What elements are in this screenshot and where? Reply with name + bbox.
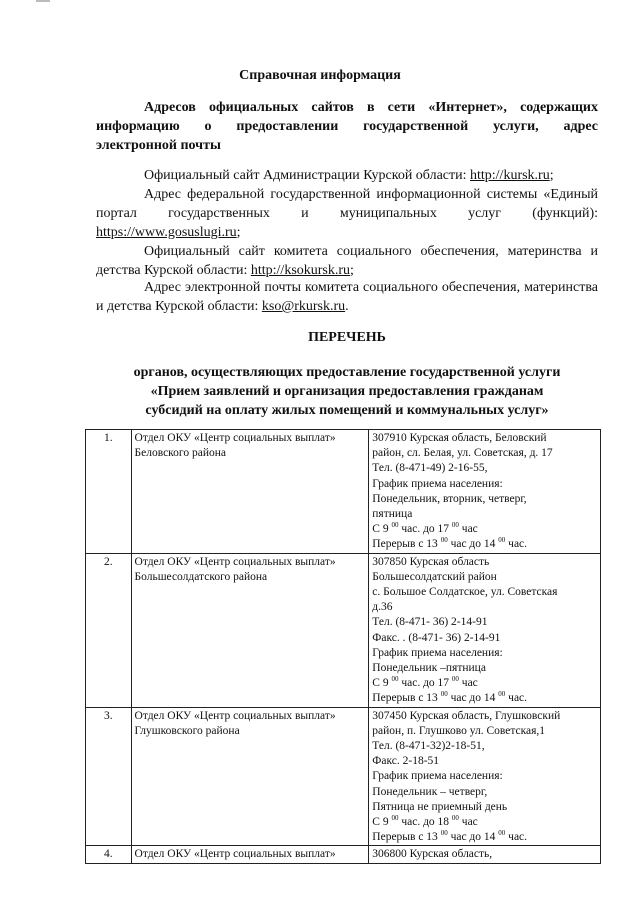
site-text-2: Адрес федеральной государственной информационной системы «Единый портал государственных и муниципальных услуг (функций): [96, 187, 598, 221]
site-text-1: Официальный сайт Администрации Курской области: [144, 168, 470, 183]
site-paragraph-4 [96, 278, 598, 316]
subtitle-line-3: электронной почты [96, 138, 221, 153]
address-line: Пятница не приемный день [372, 800, 508, 813]
list-sub-line-1: органов, осуществляющих предоставление государственной услуги [133, 365, 561, 380]
address-line: д.36 [372, 601, 393, 614]
office-name-line: Отдел ОКУ «Центр социальных выплат» [134, 848, 336, 861]
site-end-3: ; [350, 263, 354, 278]
address-line: 307850 Курская область [372, 555, 490, 568]
address-line: График приема населения: [372, 477, 503, 490]
break-line: Перерыв с 13 $^{00}$ час до 14 $^{00}$ час. [372, 690, 528, 705]
hours-line: С 9 $^{00}$ час. до 17 $^{00}$ час [372, 521, 478, 536]
address-line: пятница [372, 508, 413, 521]
link-gosuslugi[interactable]: https://www.gosuslugi.ru [96, 225, 237, 240]
site-end-1: ; [549, 168, 554, 183]
hours-line: С 9 $^{00}$ час. до 17 $^{00}$ час [372, 675, 478, 690]
office-name [131, 846, 369, 863]
office-name [131, 707, 369, 846]
address-line: Тел. (8-471-32)2-18-51, [372, 740, 485, 753]
office-name-line: Отдел ОКУ «Центр социальных выплат» [134, 432, 336, 444]
subtitle-block [96, 98, 598, 155]
link-email[interactable]: kso@rkursk.ru [261, 299, 346, 314]
site-text-3: Официальный сайт комитета социального обеспечения, материнства и детства Курской области: [96, 244, 598, 278]
table-row [86, 846, 601, 863]
hours-line: С 9 $^{00}$ час. до 18 $^{00}$ час [372, 814, 478, 829]
address-line: 306800 Курская область, [372, 848, 493, 861]
address-line: район, сл. Белая, ул. Советская, д. 17 [372, 447, 553, 460]
list-heading: ПЕРЕЧЕНЬ [308, 330, 386, 345]
table-row [86, 553, 601, 707]
list-sub-line-2: «Прием заявлений и организация предоставления гражданам [150, 384, 544, 399]
address-line: 307450 Курская область, Глушковский [372, 709, 561, 722]
row-number: 2. [86, 553, 132, 707]
row-number: 1. [86, 430, 132, 554]
site-end-4: . [345, 299, 349, 314]
address-line: Тел. (8-471-49) 2-16-55, [372, 462, 488, 475]
office-name-line: Глушковского района [134, 724, 240, 737]
link-ksokursk[interactable]: http://ksokursk.ru [250, 263, 351, 278]
break-line: Перерыв с 13 $^{00}$ час до 14 $^{00}$ час. [372, 829, 528, 844]
site-paragraph-1 [96, 166, 598, 185]
office-name-line: Отдел ОКУ «Центр социальных выплат» [134, 709, 336, 722]
site-paragraph-2 [96, 185, 598, 242]
site-paragraph-3 [96, 242, 598, 280]
address-line: Большесолдатский район [372, 570, 497, 583]
scan-mark [36, 0, 50, 2]
address-line: район, п. Глушково ул. Советская,1 [372, 724, 546, 737]
address-line: 307910 Курская область, Беловский [372, 432, 547, 444]
address-line: Понедельник, вторник, четверг, [372, 492, 527, 505]
list-sub-line-3: субсидий на оплату жилых помещений и коммунальных услуг» [145, 403, 549, 418]
table-row [86, 707, 601, 846]
address-line: Понедельник – четверг, [372, 785, 488, 798]
site-text-4: Адрес электронной почты комитета социального обеспечения, материнства и детства Курской области: [96, 280, 598, 314]
address-line: График приема населения: [372, 646, 503, 659]
office-address [369, 846, 601, 863]
office-address [369, 430, 601, 554]
office-name-line: Беловского района [134, 447, 227, 460]
subtitle-line-1: Адресов официальных сайтов в сети «Интернет», содержащих [144, 100, 598, 115]
address-line: График приема населения: [372, 770, 503, 783]
site-end-2: ; [236, 225, 241, 240]
address-line: с. Большое Солдатское, ул. Советская [372, 586, 558, 599]
row-number: 4. [86, 846, 132, 863]
address-line: Факс. 2-18-51 [372, 755, 440, 768]
office-name [131, 430, 369, 554]
offices-table [85, 429, 601, 864]
address-line: Понедельник –пятница [372, 662, 486, 675]
office-name-line: Большесолдатского района [134, 570, 268, 583]
document-title: Справочная информация [239, 68, 401, 83]
address-line: Тел. (8-471- 36) 2-14-91 [372, 616, 488, 629]
break-line: Перерыв с 13 $^{00}$ час до 14 $^{00}$ час. [372, 536, 528, 551]
table-row [86, 430, 601, 554]
office-name-line: Отдел ОКУ «Центр социальных выплат» [134, 555, 336, 568]
office-address [369, 707, 601, 846]
office-address [369, 553, 601, 707]
office-name [131, 553, 369, 707]
row-number: 3. [86, 707, 132, 846]
list-subheading [96, 363, 598, 420]
link-kursk[interactable]: http://kursk.ru [470, 168, 550, 183]
address-line: Факс. . (8-471- 36) 2-14-91 [372, 631, 501, 644]
subtitle-line-2: информацию о предоставлении государственной услуги, адрес [96, 119, 598, 134]
